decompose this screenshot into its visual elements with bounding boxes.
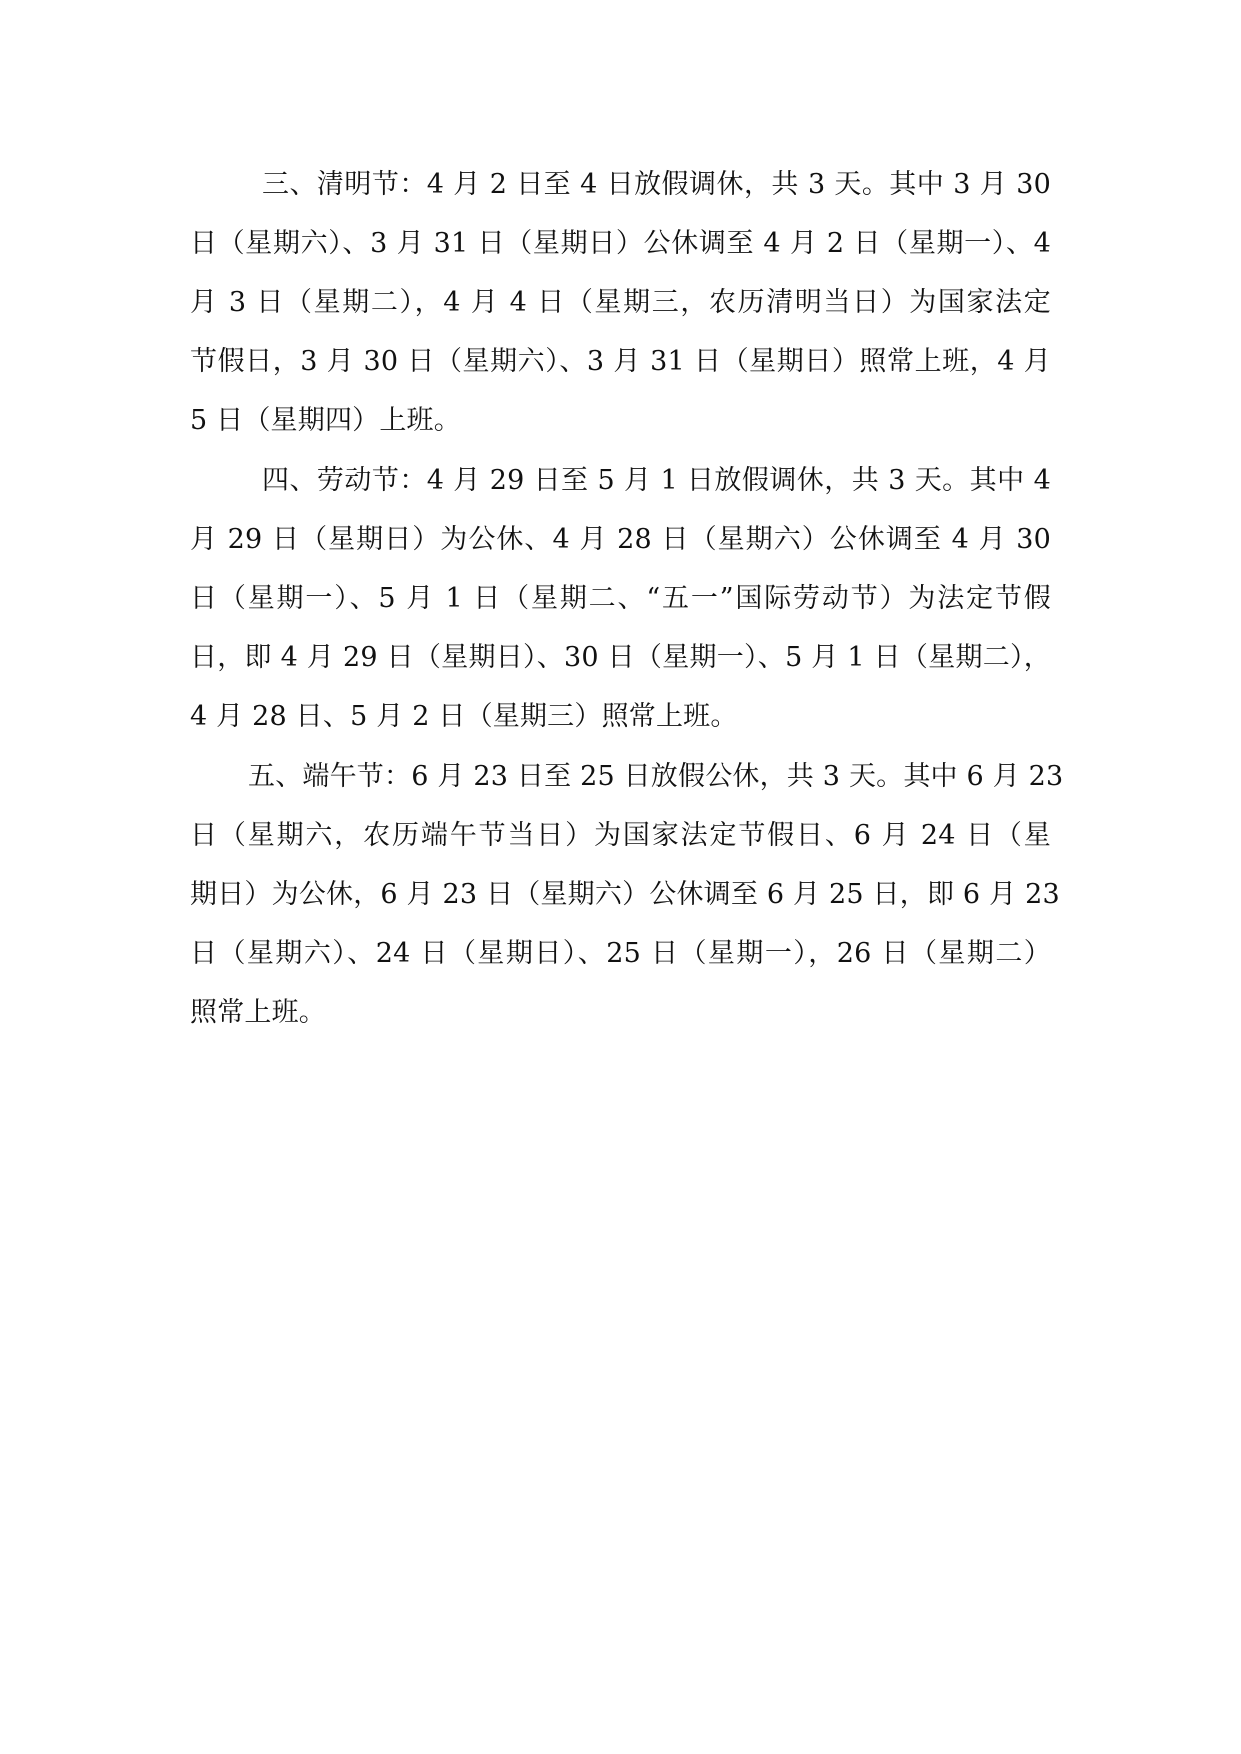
paragraph-duanwu-line-1: 五、端午节：6 月 23 日至 25 日放假公休，共 3 天。其中 6 月 23 bbox=[248, 761, 1064, 792]
paragraph-laodong-line-1: 四、劳动节：4 月 29 日至 5 月 1 日放假调休，共 3 天。其中 4 bbox=[262, 465, 1051, 496]
paragraph-duanwu-line-3: 期日）为公休，6 月 23 日（星期六）公休调至 6 月 25 日，即 6 月 23 bbox=[190, 879, 1060, 910]
paragraph-laodong-line-4: 日，即 4 月 29 日（星期日）、30 日（星期一）、5 月 1 日（星期二）， bbox=[190, 642, 1051, 673]
paragraph-laodong-line-5: 4 月 28 日、5 月 2 日（星期三）照常上班。 bbox=[190, 701, 738, 732]
paragraph-laodong-line-2: 月 29 日（星期日）为公休、4 月 28 日（星期六）公休调至 4 月 30 bbox=[190, 524, 1051, 555]
paragraph-duanwu-line-2: 日（星期六，农历端午节当日）为国家法定节假日、6 月 24 日（星 bbox=[190, 820, 1051, 851]
paragraph-duanwu-line-4: 日（星期六）、24 日（星期日）、25 日（星期一），26 日（星期二） bbox=[190, 938, 1051, 969]
paragraph-qingming-line-5: 5 日（星期四）上班。 bbox=[190, 405, 461, 436]
paragraph-qingming-line-3: 月 3 日（星期二），4 月 4 日（星期三，农历清明当日）为国家法定 bbox=[190, 287, 1051, 318]
paragraph-qingming-line-2: 日（星期六）、3 月 31 日（星期日）公休调至 4 月 2 日（星期一）、4 bbox=[190, 228, 1051, 259]
paragraph-qingming-line-1: 三、清明节：4 月 2 日至 4 日放假调休，共 3 天。其中 3 月 30 bbox=[262, 169, 1051, 200]
paragraph-duanwu-line-5: 照常上班。 bbox=[190, 997, 326, 1028]
paragraph-laodong-line-3: 日（星期一）、5 月 1 日（星期二、“五一”国际劳动节）为法定节假 bbox=[190, 583, 1051, 614]
paragraph-qingming-line-4: 节假日，3 月 30 日（星期六）、3 月 31 日（星期日）照常上班，4 月 bbox=[190, 346, 1051, 377]
